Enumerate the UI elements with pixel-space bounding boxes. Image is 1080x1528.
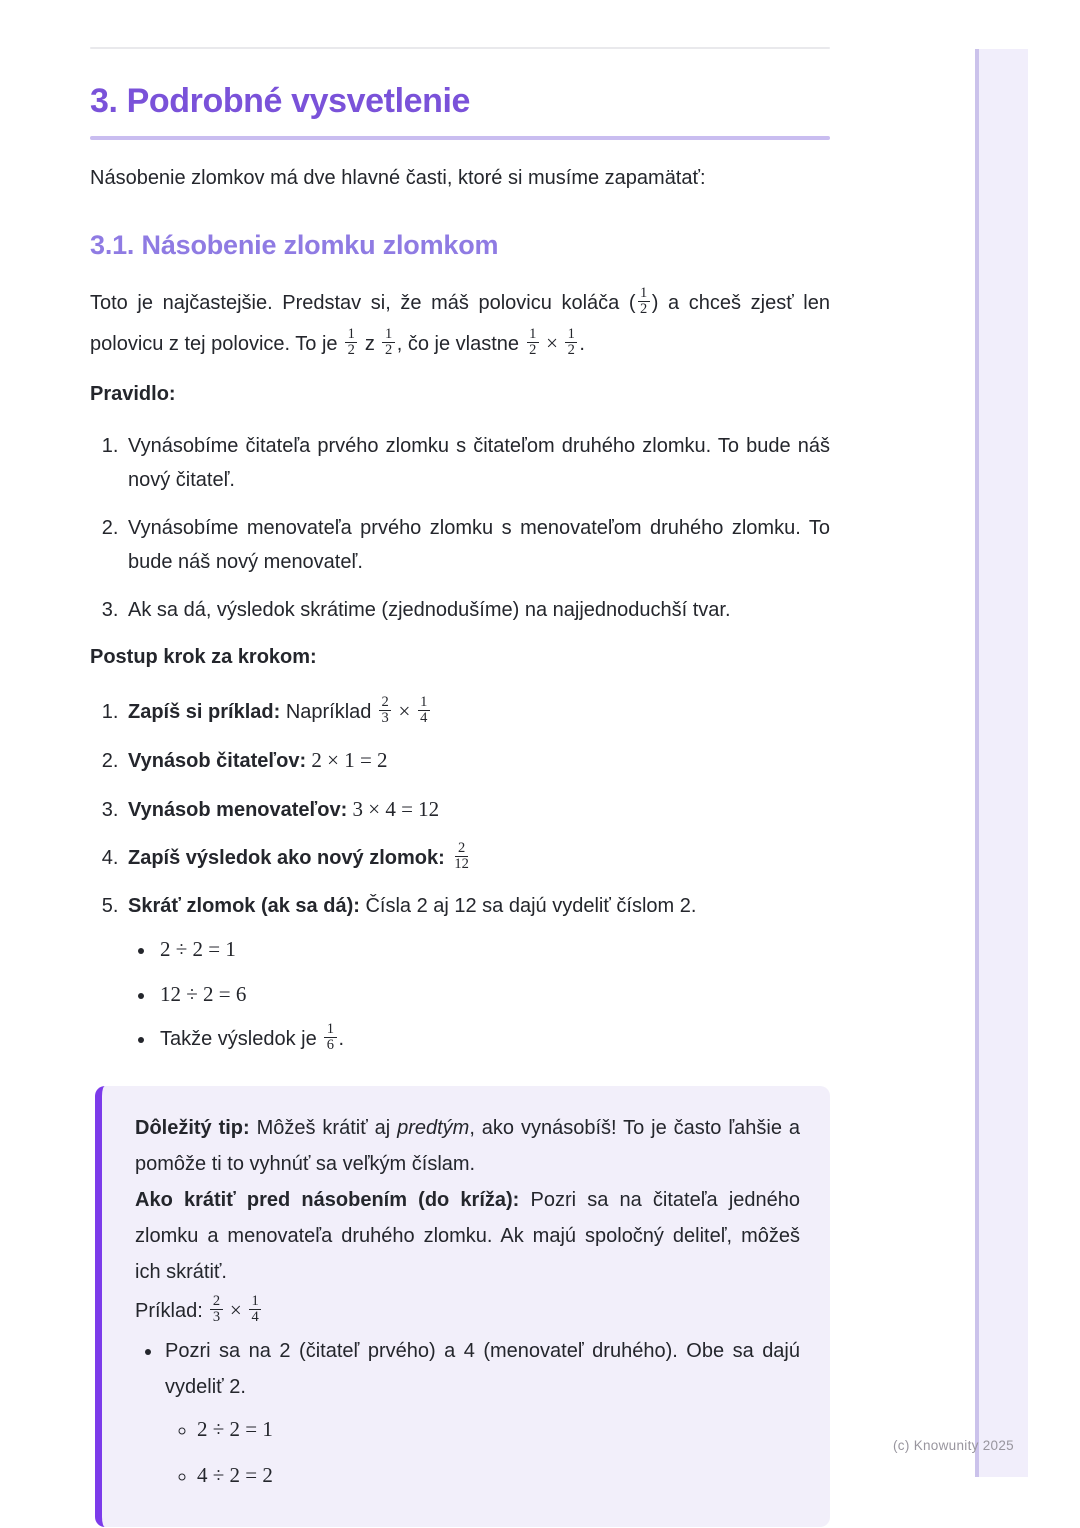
fraction: $\frac{1}{2}$: [345, 327, 357, 359]
step-sub-list: [128, 933, 830, 1056]
callout-bullet-item: [163, 1333, 800, 1494]
callout-tip-paragraph: Dôležitý tip: Môžeš krátiť aj predtým, ako vynásobíš! To je často ľahšie a pomôže ti to vyhnúť sa veľkým číslam.: [135, 1117, 800, 1176]
rule-item: 3. Ak sa dá, výsledok skrátime (zjednodušíme) na najjednoduchší tvar.: [124, 593, 830, 627]
copyright-footer: (c) Knowunity 2025: [893, 1438, 1014, 1453]
fraction: $\frac{2}{3}$: [210, 1294, 222, 1326]
step-sub-item: • Takže výsledok je $\frac{1}{6}$ .: [156, 1023, 830, 1056]
steps-label: Postup krok za krokom:: [90, 646, 317, 669]
step-item: 2. Vynásob čitateľov: 2 × 1 = 2: [124, 743, 830, 778]
steps-list: [90, 694, 830, 1056]
top-rule: [90, 47, 830, 49]
tip-callout: [95, 1086, 830, 1527]
fraction: $\frac{1}{2}$: [638, 286, 650, 318]
title-divider: [90, 136, 830, 140]
step-item: 3. Vynásob menovateľov: 3 × 4 = 12: [124, 792, 830, 827]
step-item-text: Skráť zlomok (ak sa dá): Čísla 2 aj 12 sa dajú vydeliť číslom 2.: [128, 895, 697, 918]
callout-sub-item: ◦ 4 ÷ 2 = 2: [197, 1457, 800, 1494]
step-item: 1. Zapíš si príklad: Napríklad $\frac{2}{3}$ × $\frac{1}{4}$: [124, 694, 830, 729]
fraction: $\frac{1}{4}$: [249, 1294, 261, 1326]
callout-example-line: Príklad: $\frac{2}{3}$ × $\frac{1}{4}$: [135, 1292, 800, 1329]
fraction: $\frac{1}{2}$: [527, 327, 539, 359]
page-title: 3. Podrobné vysvetlenie: [90, 82, 471, 120]
step-sub-item: • 12 ÷ 2 = 6: [156, 978, 830, 1012]
fraction: $\frac{1}{4}$: [418, 695, 430, 727]
side-accent-bar: [975, 49, 1028, 1477]
callout-sub-list: [165, 1411, 800, 1494]
fraction: $\frac{2}{12}$: [454, 839, 469, 873]
rule-item: 1. Vynásobíme čitateľa prvého zlomku s čitateľom druhého zlomku. To bude náš nový čitateľ.: [124, 429, 830, 497]
document-page: [90, 0, 830, 1527]
fraction: $\frac{2}{3}$: [379, 695, 391, 727]
rules-list: [90, 429, 830, 627]
callout-bullet-list: [135, 1333, 800, 1494]
step-sub-item: • 2 ÷ 2 = 1: [156, 933, 830, 967]
step-item: 4. Zapíš výsledok ako nový zlomok: $\frac{2}{12}$: [124, 841, 830, 875]
step-item: [124, 889, 830, 1056]
fraction: $\frac{1}{2}$: [565, 327, 577, 359]
intro-paragraph: Násobenie zlomkov má dve hlavné časti, ktoré si musíme zapamätať:: [90, 166, 706, 189]
rule-label: Pravidlo:: [90, 383, 176, 406]
section-lead-paragraph: Toto je najčastejšie. Predstav si, že máš polovicu koláča ( $\frac{1}{2}$ ) a chceš zjesť len polovicu z tej polovice. To je $\frac{1}{2}$ z $\frac{1}{2}$ , čo je vlastne $\frac{1}{2}$ × $\frac{1}{2}$ .: [90, 284, 830, 359]
callout-how-paragraph: Ako krátiť pred násobením (do kríža): Pozri sa na čitateľa jedného zlomku a menovateľa druhého zlomku. Ak majú spoločný deliteľ, môžeš ich skrátiť.: [135, 1189, 801, 1284]
fraction: $\frac{1}{2}$: [382, 327, 394, 359]
rule-item: 2. Vynásobíme menovateľa prvého zlomku s menovateľom druhého zlomku. To bude náš nový menovateľ.: [124, 511, 830, 579]
fraction: $\frac{1}{6}$: [324, 1022, 336, 1054]
callout-sub-item: ◦ 2 ÷ 2 = 1: [197, 1411, 800, 1448]
section-heading: 3.1. Násobenie zlomku zlomkom: [90, 229, 499, 260]
callout-bullet-text: Pozri sa na 2 (čitateľ prvého) a 4 (menovateľ druhého). Obe sa dajú vydeliť 2.: [165, 1340, 800, 1399]
